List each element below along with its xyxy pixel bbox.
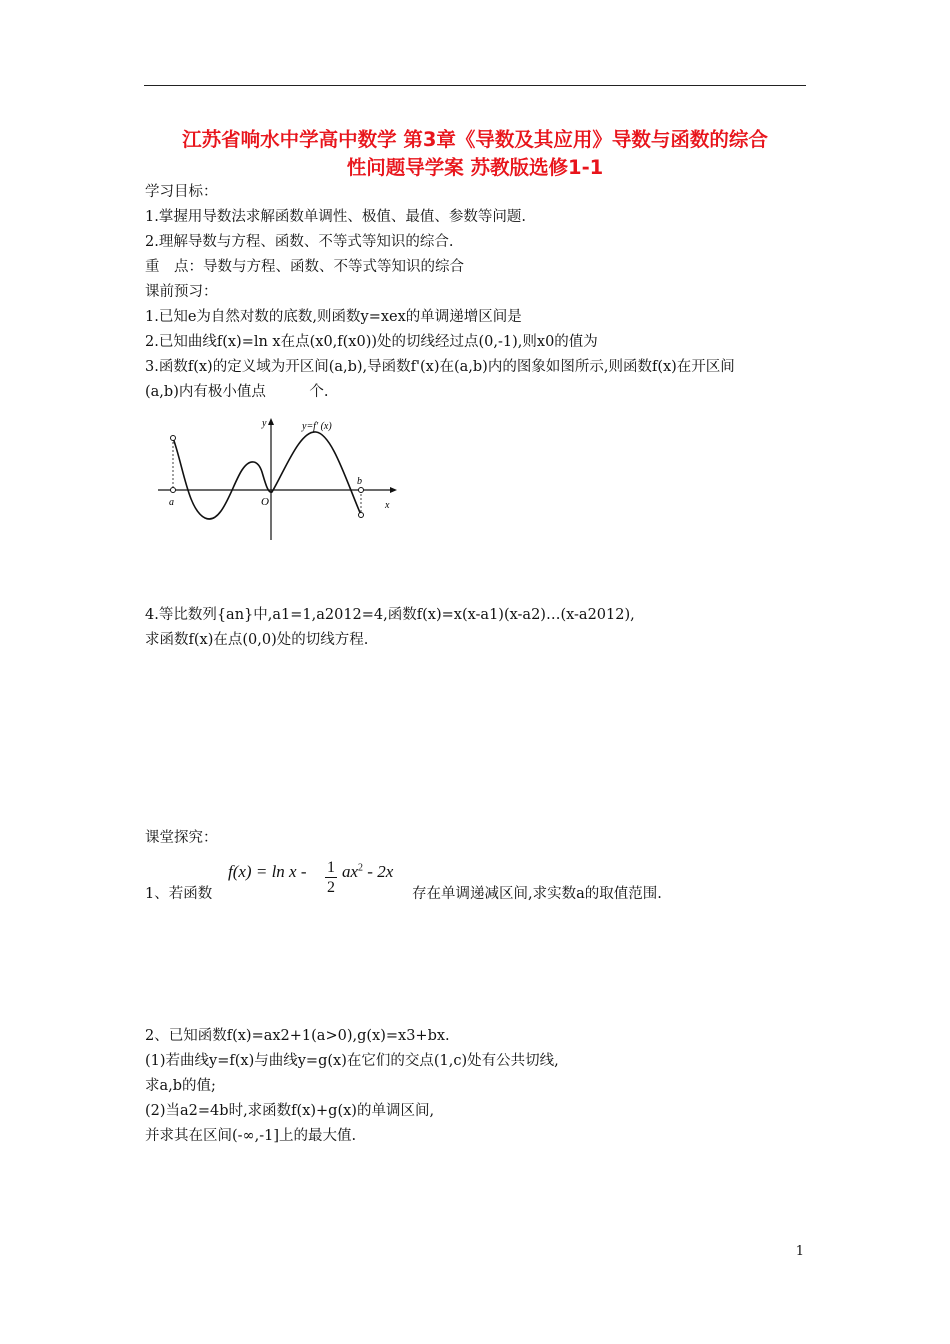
formula-ax: ax <box>342 862 359 881</box>
explore-question-1-prefix: 1、若函数 <box>145 886 213 902</box>
formula-minus-2x: - 2x <box>363 862 394 881</box>
b-label: b <box>357 476 362 487</box>
formula-exponent: 2 <box>358 862 364 874</box>
goals-heading: 学习目标： <box>145 184 218 200</box>
origin-label: O <box>261 496 269 508</box>
explore-question-2-line2: (1)若曲线y=f(x)与曲线y=g(x)在它们的交点(1,c)处有公共切线, <box>145 1053 559 1069</box>
explore-question-2-line5: 并求其在区间(-∞,-1]上的最大值. <box>145 1128 357 1144</box>
endpoint-b-bottom <box>359 513 364 518</box>
key-points: 重 点：导数与方程、函数、不等式等知识的综合 <box>145 259 464 275</box>
x-axis-arrow-icon <box>390 487 397 493</box>
preview-question-1: 1.已知e为自然对数的底数,则函数y=xex的单调递增区间是 <box>145 309 522 325</box>
formula-rhs <box>342 862 393 882</box>
preview-question-2: 2.已知曲线f(x)=ln x在点(x0,f(x0))处的切线经过点(0,-1),则x0的值为 <box>145 334 598 350</box>
explore-heading: 课堂探究： <box>145 830 218 846</box>
fraction-numerator: 1 <box>327 859 335 876</box>
explore-question-2-line3: 求a,b的值; <box>145 1078 216 1094</box>
preview-question-4-line1: 4.等比数列{an}中,a1=1,a2012=4,函数f(x)=x(x-a1)(x-a2)…(x-a2012), <box>145 607 635 623</box>
document-title-line2: 性问题导学案 苏教版选修1-1 <box>346 156 604 179</box>
header-rule <box>144 85 806 86</box>
explore-question-2-line4: (2)当a2=4b时,求函数f(x)+g(x)的单调区间, <box>145 1103 435 1119</box>
y-axis-arrow-icon <box>268 418 274 425</box>
preview-question-4-line2: 求函数f(x)在点(0,0)处的切线方程. <box>145 632 369 648</box>
endpoint-a-top <box>171 436 176 441</box>
goal-2: 2.理解导数与方程、函数、不等式等知识的综合. <box>145 234 454 250</box>
goal-1: 1.掌握用导数法求解函数单调性、极值、最值、参数等问题. <box>145 209 526 225</box>
endpoint-b-axis <box>359 488 364 493</box>
explore-question-2-line1: 2、已知函数f(x)=ax2+1(a>0),g(x)=x3+bx. <box>145 1028 450 1044</box>
curve-label: y=f' (x) <box>302 421 332 432</box>
function-formula <box>228 859 418 902</box>
formula-lhs: f(x) = ln x - <box>228 862 307 881</box>
explore-question-1-suffix: 存在单调递减区间,求实数a的取值范围. <box>412 886 662 902</box>
y-axis-label: y <box>262 418 267 429</box>
fraction-denominator: 2 <box>327 879 335 896</box>
preview-question-3-line2: (a,b)内有极小值点 个. <box>145 384 329 400</box>
document-title-line1: 江苏省响水中学高中数学 第3章《导数及其应用》导数与函数的综合 <box>182 128 768 151</box>
a-label: a <box>169 497 174 508</box>
endpoint-a-axis <box>171 488 176 493</box>
preview-heading: 课前预习： <box>145 284 218 300</box>
formula-fraction <box>324 859 338 897</box>
derivative-graph <box>150 410 400 542</box>
preview-question-3-line1: 3.函数f(x)的定义域为开区间(a,b),导函数f'(x)在(a,b)内的图象如图所示,则函数f(x)在开区间 <box>145 359 735 375</box>
x-axis-label: x <box>385 500 390 511</box>
page-number: 1 <box>795 1244 804 1259</box>
